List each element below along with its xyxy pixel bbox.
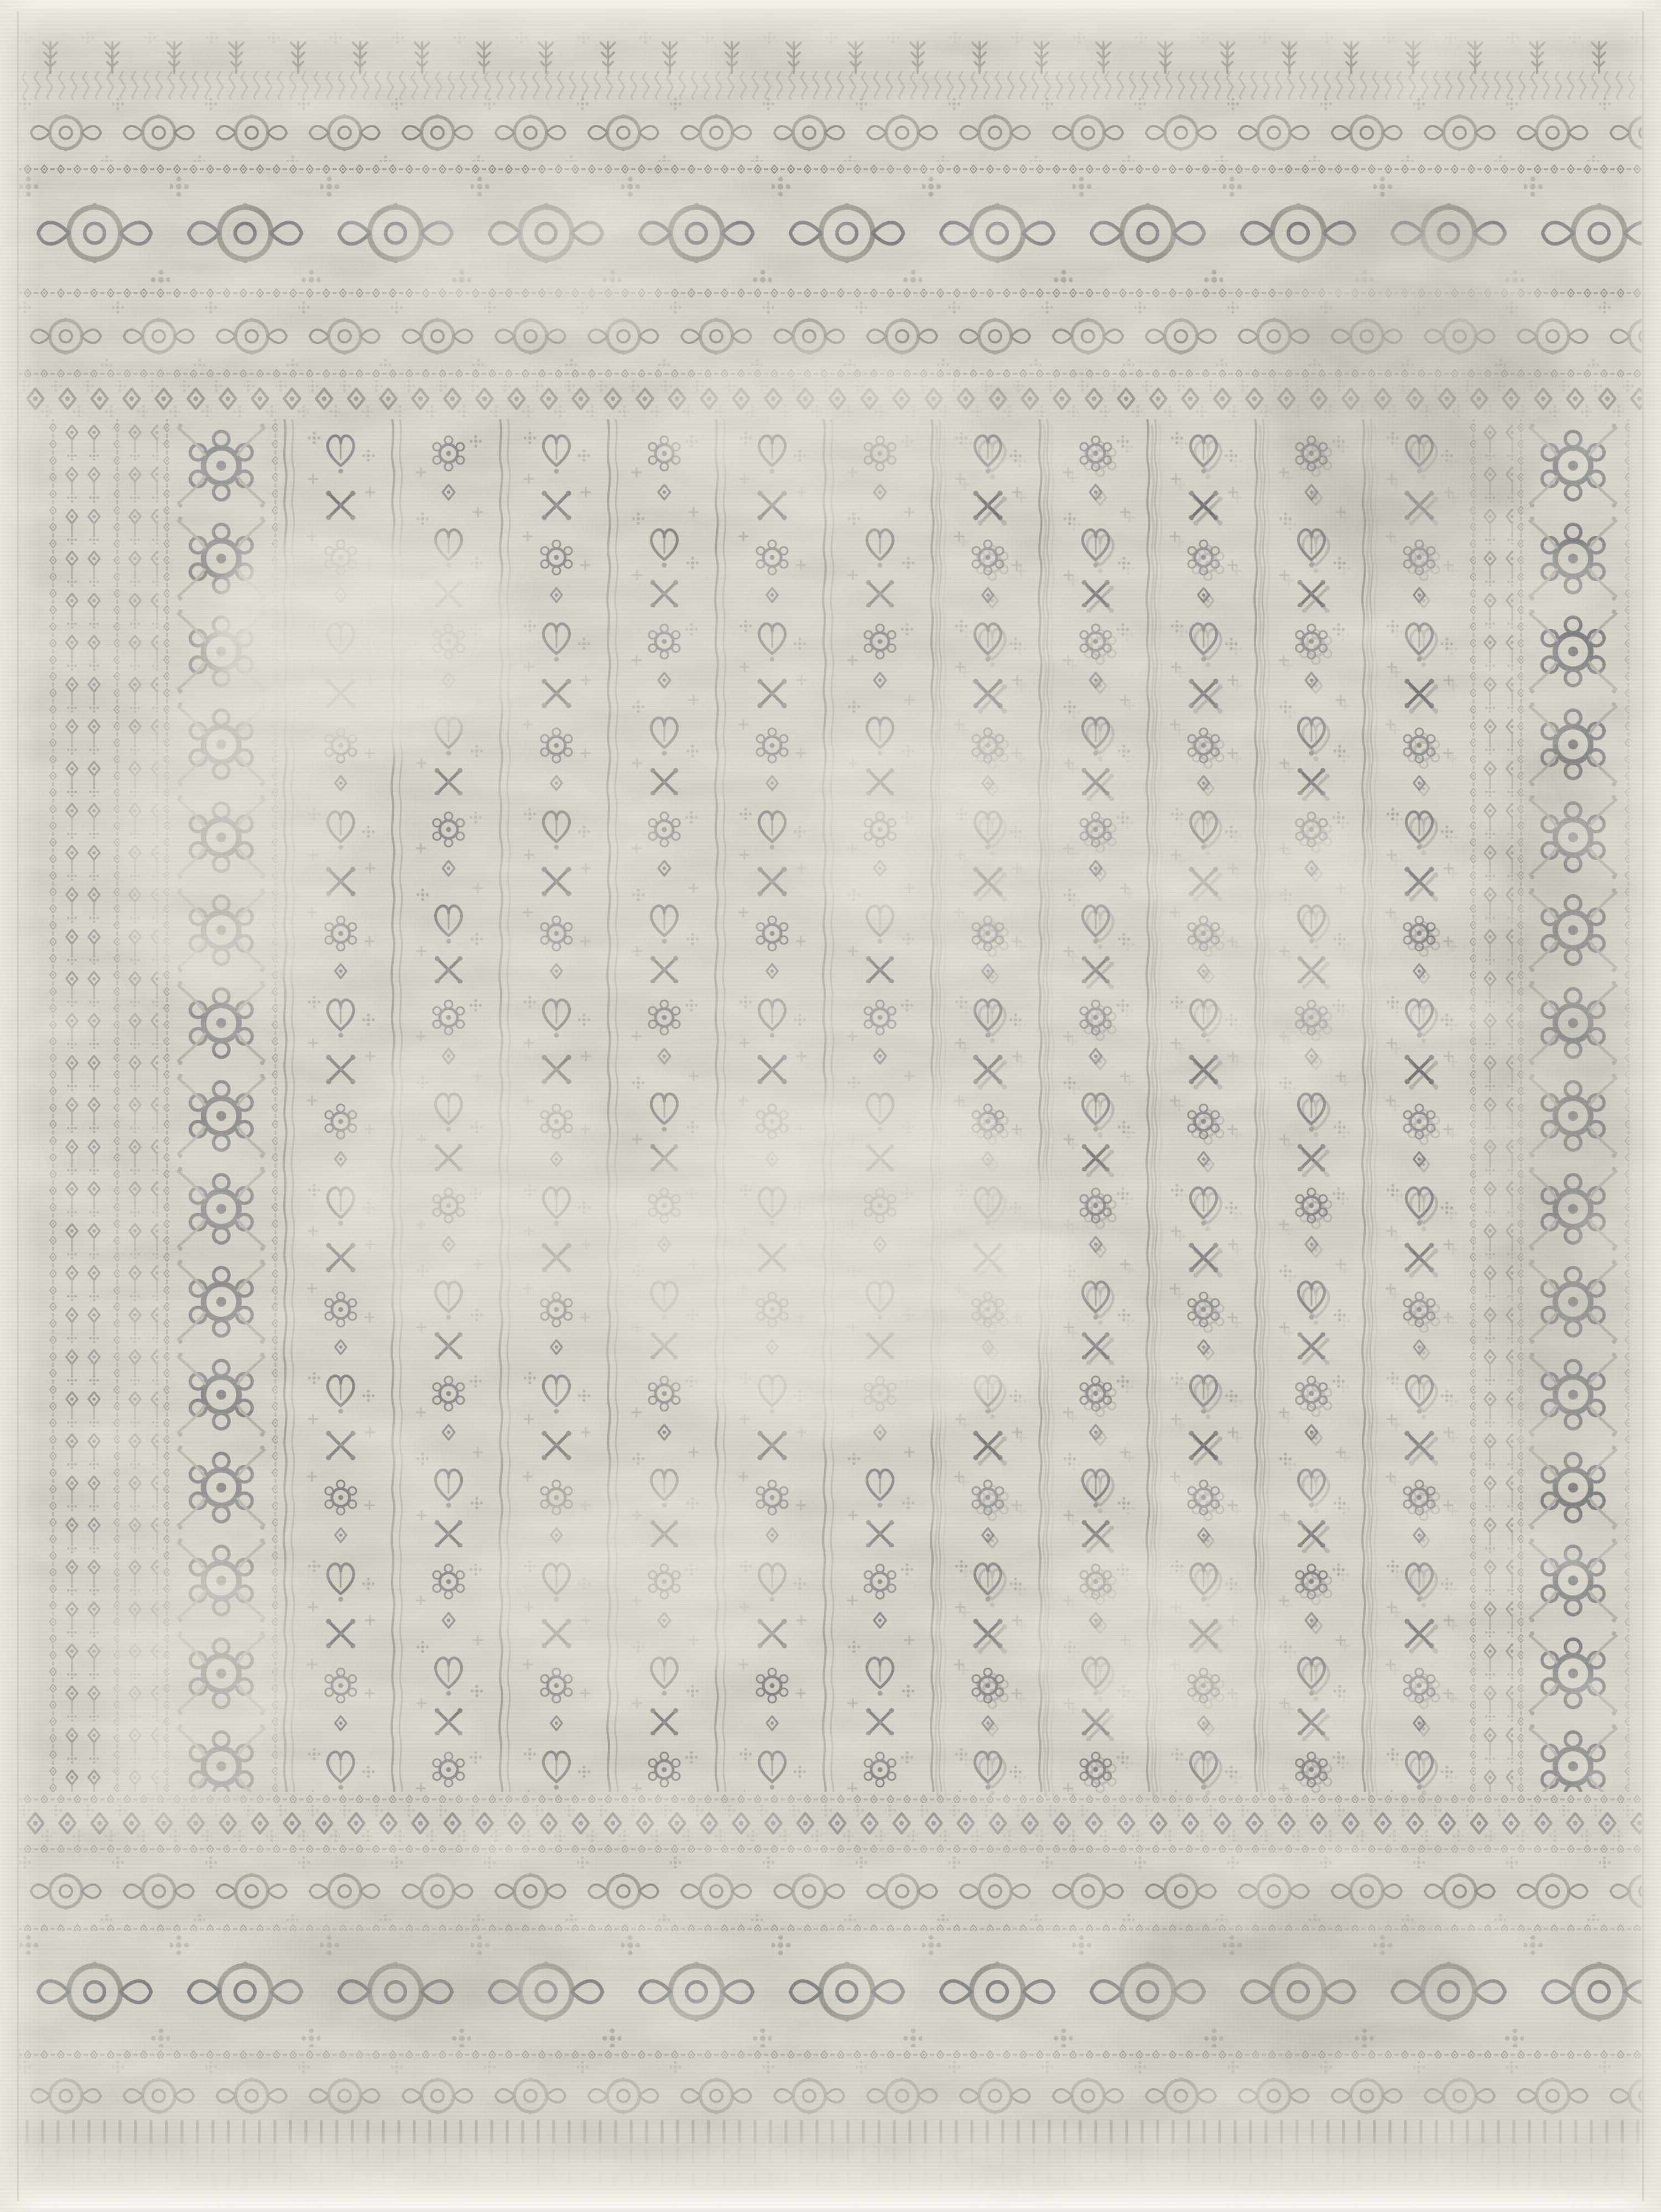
right-selvedge-line	[1642, 11, 1644, 2201]
top-edge-strip	[0, 0, 1661, 8]
right-edge-fade	[1622, 0, 1661, 2212]
bottom-edge-fade	[0, 2146, 1661, 2212]
left-selvedge-line	[17, 11, 19, 2201]
left-edge-fade	[0, 0, 39, 2212]
